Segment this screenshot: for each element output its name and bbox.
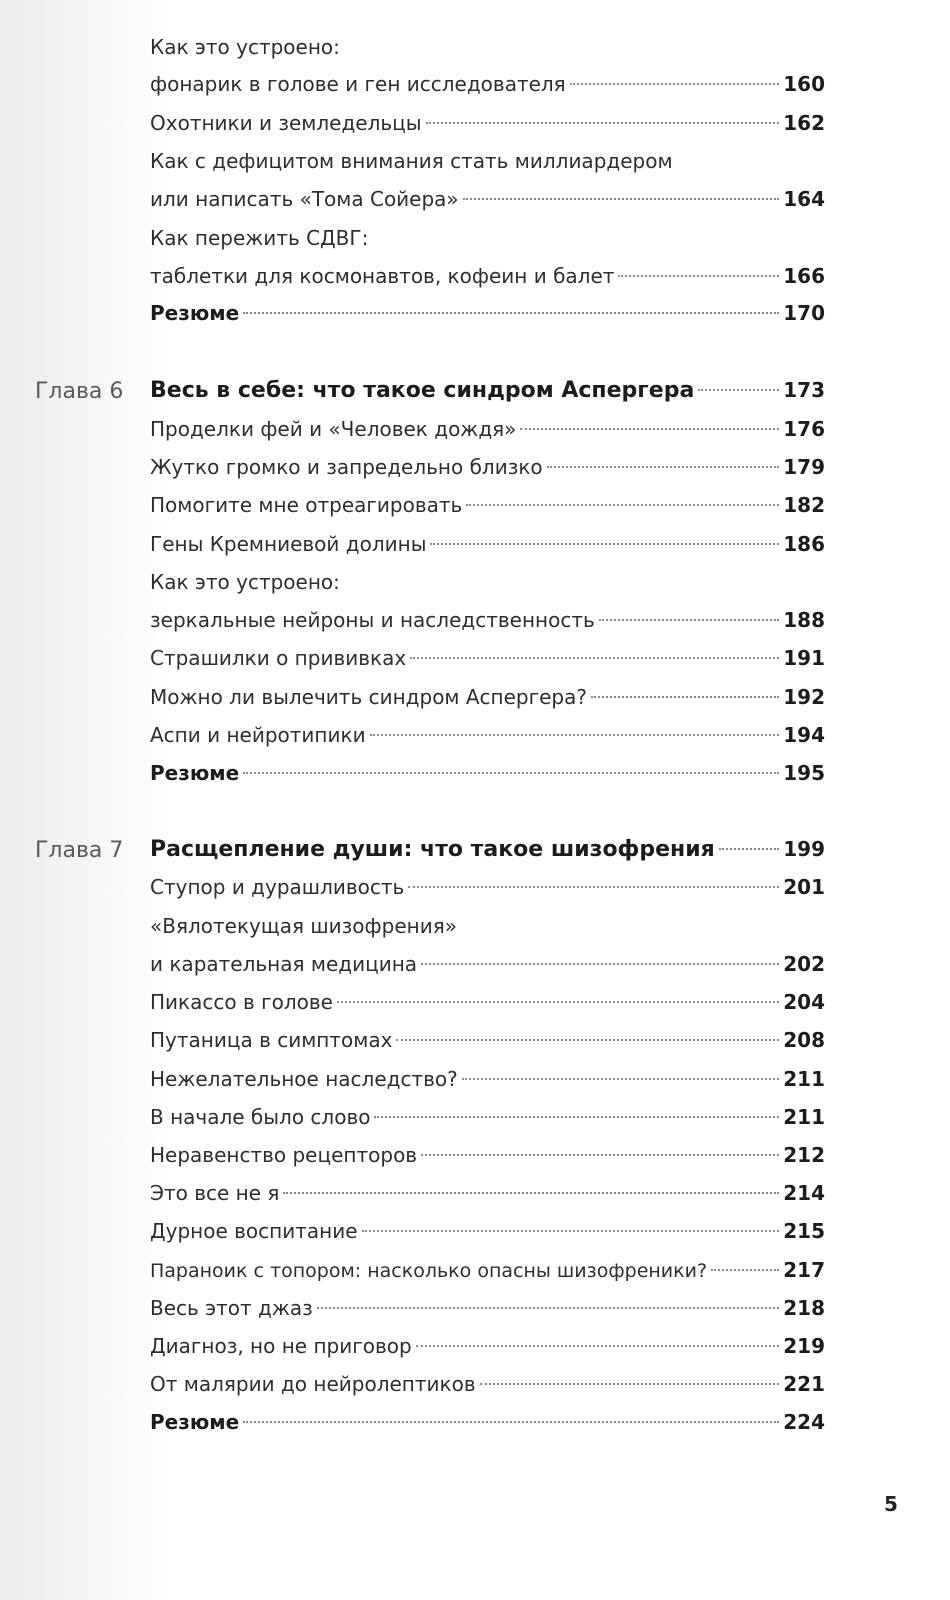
entry-title: Можно ли вылечить синдром Аспергера?: [150, 685, 588, 709]
entry-page-number: 208: [783, 1028, 825, 1052]
page-number: 5: [884, 1492, 898, 1516]
entry-title: Как с дефицитом внимания стать миллиардером: [150, 149, 673, 173]
entry-title: или написать «Тома Сойера»: [150, 187, 459, 211]
entry-title: Как это устроено:: [150, 35, 340, 59]
entry-page-number: 179: [783, 455, 825, 479]
toc-entry[interactable]: [150, 146, 825, 180]
toc-row: [0, 987, 950, 1021]
entry-title: Диагноз, но не приговор: [150, 1334, 412, 1358]
dot-leader: [426, 122, 780, 124]
toc-entry[interactable]: [150, 223, 825, 257]
toc-entry-summary[interactable]: [150, 758, 825, 792]
dot-leader: [719, 848, 779, 850]
entry-page-number: 195: [783, 761, 825, 785]
toc-row: [0, 1293, 950, 1327]
entry-title: «Вялотекущая шизофрения»: [150, 914, 457, 938]
entry-page-number: 218: [783, 1296, 825, 1320]
toc-entry[interactable]: [150, 605, 825, 639]
toc-entry-summary[interactable]: [150, 298, 825, 332]
entry-title: Резюме: [150, 301, 240, 325]
dot-leader: [317, 1307, 779, 1309]
entry-title: Путаница в симптомах: [150, 1028, 393, 1052]
dot-leader: [243, 772, 779, 774]
toc-entry[interactable]: [150, 1255, 825, 1289]
toc-row: [0, 452, 950, 486]
dot-leader: [396, 1039, 779, 1041]
dot-leader: [337, 1001, 779, 1003]
entry-page-number: 217: [783, 1258, 825, 1282]
toc-row: [0, 1102, 950, 1136]
entry-page-number: 221: [783, 1372, 825, 1396]
toc-row: [0, 223, 950, 257]
toc-entry[interactable]: [150, 1140, 825, 1174]
toc-row: [0, 184, 950, 218]
entry-page-number: 212: [783, 1143, 825, 1167]
entry-title: Как пережить СДВГ:: [150, 226, 369, 250]
toc-entry[interactable]: [150, 1216, 825, 1250]
entry-title: Пикассо в голове: [150, 990, 333, 1014]
toc-entry-chapter[interactable]: [150, 375, 825, 409]
toc-entry[interactable]: [150, 1025, 825, 1059]
dot-leader: [416, 1345, 780, 1347]
entry-title: От малярии до нейролептиков: [150, 1372, 476, 1396]
toc-row: [0, 872, 950, 906]
toc-row: [0, 1140, 950, 1174]
entry-title: Нежелательное наследство?: [150, 1067, 458, 1091]
toc-row: [0, 108, 950, 142]
entry-page-number: 204: [783, 990, 825, 1014]
entry-page-number: 219: [783, 1334, 825, 1358]
toc-row: [0, 949, 950, 983]
entry-title: фонарик в голове и ген исследователя: [150, 72, 566, 96]
toc-row: [0, 643, 950, 677]
entry-title: и карательная медицина: [150, 952, 418, 976]
toc-entry[interactable]: [150, 1178, 825, 1212]
entry-page-number: 164: [783, 187, 825, 211]
entry-page-number: 162: [783, 111, 825, 135]
toc-entry[interactable]: [150, 452, 825, 486]
toc-entry[interactable]: [150, 682, 825, 716]
toc-entry[interactable]: [150, 1064, 825, 1098]
entry-page-number: 211: [783, 1067, 825, 1091]
entry-title: Гены Кремниевой долины: [150, 532, 427, 556]
dot-leader: [370, 734, 780, 736]
entry-page-number: 166: [783, 264, 825, 288]
chapter-label: Глава 7: [35, 838, 124, 863]
toc-row: [0, 1216, 950, 1250]
dot-leader: [408, 886, 779, 888]
entry-title: Дурное воспитание: [150, 1219, 358, 1243]
entry-title: В начале было слово: [150, 1105, 371, 1129]
dot-leader: [711, 1269, 779, 1271]
entry-page-number: 199: [783, 837, 825, 861]
dot-leader: [283, 1192, 779, 1194]
toc-entry[interactable]: [150, 69, 825, 103]
entry-title: Расщепление души: что такое шизофрения: [150, 837, 715, 862]
dot-leader: [374, 1116, 779, 1118]
entry-page-number: 191: [783, 646, 825, 670]
dot-leader: [480, 1383, 780, 1385]
toc-row: [0, 261, 950, 295]
entry-title: Это все не я: [150, 1181, 280, 1205]
dot-leader: [430, 543, 779, 545]
entry-title: Неравенство рецепторов: [150, 1143, 418, 1167]
toc-entry[interactable]: [150, 1293, 825, 1327]
toc-row: [0, 490, 950, 524]
toc-row: [0, 414, 950, 448]
dot-leader: [599, 619, 779, 621]
toc-entry[interactable]: [150, 108, 825, 142]
toc-row: [0, 720, 950, 754]
toc-entry[interactable]: [150, 1331, 825, 1365]
toc-entry[interactable]: [150, 414, 825, 448]
entry-title: зеркальные нейроны и наследственность: [150, 608, 595, 632]
entry-title: Помогите мне отреагировать: [150, 493, 463, 517]
toc-entry[interactable]: [150, 987, 825, 1021]
toc-row: [0, 758, 950, 792]
toc-entry-summary[interactable]: [150, 1407, 825, 1441]
dot-leader: [410, 657, 779, 659]
dot-leader: [698, 389, 779, 391]
toc-entry[interactable]: [150, 567, 825, 601]
entry-page-number: 215: [783, 1219, 825, 1243]
entry-title: Параноик с топором: насколько опасны шизофреники?: [150, 1260, 708, 1282]
dot-leader: [463, 198, 780, 200]
entry-title: Страшилки о прививках: [150, 646, 407, 670]
entry-title: таблетки для космонавтов, кофеин и балет: [150, 264, 615, 288]
entry-title: Охотники и земледельцы: [150, 111, 422, 135]
entry-title: Как это устроено:: [150, 570, 340, 594]
entry-page-number: 186: [783, 532, 825, 556]
entry-title: Проделки фей и «Человек дождя»: [150, 417, 517, 441]
toc-row: [0, 1178, 950, 1212]
entry-title: Весь этот джаз: [150, 1296, 313, 1320]
dot-leader: [243, 1421, 779, 1423]
entry-title: Резюме: [150, 1410, 240, 1434]
dot-leader: [462, 1078, 780, 1080]
entry-page-number: 202: [783, 952, 825, 976]
entry-title: Резюме: [150, 761, 240, 785]
toc-row: [0, 1025, 950, 1059]
entry-page-number: 188: [783, 608, 825, 632]
entry-page-number: 176: [783, 417, 825, 441]
toc-entry[interactable]: [150, 184, 825, 218]
toc-entry[interactable]: [150, 1369, 825, 1403]
dot-leader: [520, 428, 779, 430]
toc-row: [0, 1369, 950, 1403]
toc-entry[interactable]: [150, 720, 825, 754]
dot-leader: [362, 1230, 780, 1232]
toc-chapter-row: [0, 375, 950, 409]
toc-row: [0, 1407, 950, 1441]
entry-title: Жутко громко и запредельно близко: [150, 455, 543, 479]
entry-page-number: 224: [783, 1410, 825, 1434]
entry-page-number: 201: [783, 875, 825, 899]
toc-entry[interactable]: [150, 529, 825, 563]
toc-entry[interactable]: [150, 490, 825, 524]
toc-row: [0, 1064, 950, 1098]
toc-row: [0, 605, 950, 639]
toc-row: [0, 69, 950, 103]
toc-row: [0, 567, 950, 601]
dot-leader: [618, 275, 779, 277]
toc-entry[interactable]: [150, 643, 825, 677]
entry-title: Весь в себе: что такое синдром Аспергера: [150, 378, 695, 403]
toc-row: [0, 298, 950, 332]
toc-row: [0, 911, 950, 945]
dot-leader: [421, 963, 779, 965]
toc-entry[interactable]: [150, 1102, 825, 1136]
dot-leader: [547, 466, 780, 468]
entry-page-number: 211: [783, 1105, 825, 1129]
dot-leader: [466, 504, 779, 506]
chapter-label: Глава 6: [35, 379, 124, 404]
toc-row: [0, 682, 950, 716]
entry-title: Ступор и дурашливость: [150, 875, 405, 899]
toc-row: [0, 146, 950, 180]
toc-entry[interactable]: [150, 261, 825, 295]
toc-chapter-row: [0, 834, 950, 868]
entry-page-number: 182: [783, 493, 825, 517]
entry-title: Аспи и нейротипики: [150, 723, 366, 747]
entry-page-number: 160: [783, 72, 825, 96]
entry-page-number: 214: [783, 1181, 825, 1205]
dot-leader: [243, 312, 779, 314]
toc-row: [0, 32, 950, 66]
toc-row: [0, 529, 950, 563]
entry-page-number: 170: [783, 301, 825, 325]
toc-entry[interactable]: [150, 949, 825, 983]
dot-leader: [570, 83, 780, 85]
toc-entry[interactable]: [150, 32, 825, 66]
entry-page-number: 194: [783, 723, 825, 747]
dot-leader: [591, 696, 779, 698]
entry-page-number: 173: [783, 378, 825, 402]
toc-row: [0, 1255, 950, 1289]
toc-entry-chapter[interactable]: [150, 834, 825, 868]
toc-entry[interactable]: [150, 872, 825, 906]
toc-entry[interactable]: [150, 911, 825, 945]
dot-leader: [421, 1154, 779, 1156]
entry-page-number: 192: [783, 685, 825, 709]
toc-row: [0, 1331, 950, 1365]
